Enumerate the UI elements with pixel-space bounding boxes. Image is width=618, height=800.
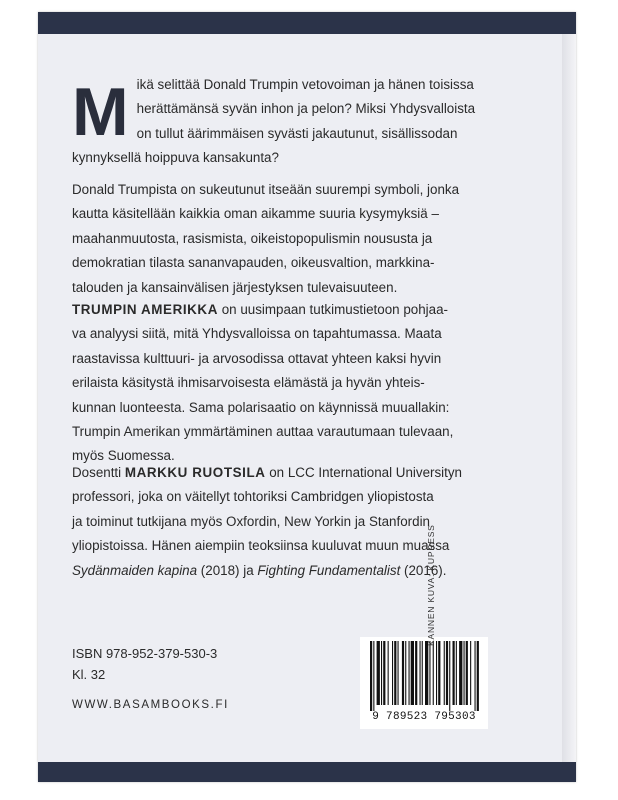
barcode-bar [388, 641, 389, 705]
barcode-bar [425, 641, 428, 705]
barcode-bar [377, 641, 380, 705]
text-line [72, 559, 467, 583]
text-fragment: (2018) ja [197, 562, 258, 578]
barcode-bar [436, 641, 437, 705]
text-line: ja toiminut tutkijana myös Oxfordin, New Yorkin ja Stanfordin [72, 513, 431, 529]
barcode-bar [370, 641, 372, 711]
barcode-bar [415, 641, 417, 705]
text-fragment: Dosentti [72, 465, 125, 480]
barcode-bar [373, 641, 374, 711]
barcode-bar [444, 641, 445, 705]
text-line: herättämänsä syvän inhon ja pelon? Miksi Yhdysvalloista [136, 101, 476, 117]
barcode-bar [456, 641, 457, 705]
barcode-bar [405, 641, 406, 705]
barcode-bar [411, 641, 414, 705]
text-line: va analyysi siitä, mitä Yhdysvalloissa on tapahtumassa. Maata [72, 326, 442, 342]
symbol-paragraph [72, 178, 467, 300]
barcode-bar [402, 641, 404, 705]
text-line: Donald Trumpista on sukeutunut itseään suurempi symboli, jonka [72, 182, 460, 197]
barcode-bar [394, 641, 396, 705]
text-line: yliopistoissa. Hänen aiempiin teoksiinsa kuuluvat muun muassa [72, 538, 450, 554]
text-line: erilaista käsitystä ihmisarvoisesta elämästä ja hyvän yhteis- [72, 375, 425, 391]
isbn-text: ISBN 978-952-379-530-3 [72, 646, 218, 661]
barcode-bar [466, 641, 468, 705]
book-description-paragraph [72, 298, 467, 469]
barcode-bar [392, 641, 393, 705]
spine-edge [562, 34, 576, 762]
text-line: maahanmuutosta, rasismista, oikeistopopulismin noususta ja [72, 230, 433, 246]
barcode-bar [475, 641, 476, 711]
text-line: myös Suomessa. [72, 448, 175, 464]
barcode-bar [398, 641, 399, 705]
barcode-bar [409, 641, 410, 705]
bottom-band [38, 762, 576, 782]
text-line: kynnyksellä hoippuva kansakunta? [72, 150, 279, 166]
barcode-bar [449, 641, 450, 711]
barcode-number: 9 789523 795303 [372, 711, 476, 723]
barcode-bar [470, 641, 471, 705]
book-title-italic: Sydänmaiden kapina [72, 562, 198, 578]
barcode-bar [433, 641, 434, 705]
text-line: kautta käsitellään kaikkia oman aikamme suuria kysymyksiä – [72, 206, 439, 222]
publication-info [72, 644, 217, 685]
barcode-bar [381, 641, 382, 705]
publisher-url: WWW.BASAMBOOKS.FI [72, 699, 229, 711]
top-band [38, 12, 576, 34]
intro-paragraph [72, 73, 476, 171]
book-title-caps: TRUMPIN AMERIKKA [72, 302, 218, 317]
text-line [72, 461, 467, 485]
author-bio-paragraph [72, 461, 467, 583]
text-line: on tullut äärimmäisen syvästi jakautunut, sisällissodan [136, 125, 458, 141]
author-name-caps: MARKKU RUOTSILA [124, 465, 266, 480]
text-line: demokratian tilasta sananvapauden, oikeusvaltion, markkina- [72, 255, 435, 271]
barcode-bar [420, 641, 421, 705]
classification-text: Kl. 32 [72, 666, 106, 682]
barcode-bar [477, 641, 479, 711]
barcode-bar [429, 641, 430, 705]
book-title-italic: Fighting Fundamentalist [257, 562, 401, 578]
barcode-bar [383, 641, 385, 705]
barcode-bar [459, 641, 462, 705]
barcode-bar [464, 641, 465, 705]
barcode-bar [446, 641, 448, 705]
barcode [360, 637, 488, 729]
text-line [72, 298, 467, 322]
text-fragment: (2016). [400, 562, 447, 578]
cover-image-credit: KANNEN KUVA: KUPRESS [426, 524, 436, 646]
text-line: talouden ja kansainvälisen järjestyksen tulevaisuuteen. [72, 279, 398, 295]
text-fragment: on uusimpaan tutkimustietoon pohjaa- [217, 302, 448, 317]
barcode-bar [438, 641, 440, 705]
text-line: professori, joka on väitellyt tohtoriksi Cambridgen yliopistosta [72, 489, 434, 505]
text-line: ikä selittää Donald Trumpin vetovoiman ja hänen toisissa [136, 77, 474, 92]
text-fragment: on LCC International Universityn [265, 465, 463, 480]
barcode-bars [364, 641, 484, 711]
text-line: kunnan luonteesta. Sama polarisaatio on käynnissä muuallakin: [72, 399, 450, 415]
text-line: raastavissa kulttuuri- ja arvosodissa ottavat yhteen kaksi hyvin [72, 350, 442, 366]
text-line: Trumpin Amerikan ymmärtäminen auttaa varautumaan tulevaan, [72, 424, 454, 440]
barcode-bar [422, 641, 423, 705]
barcode-bar [453, 641, 455, 705]
drop-cap: M [72, 74, 129, 150]
